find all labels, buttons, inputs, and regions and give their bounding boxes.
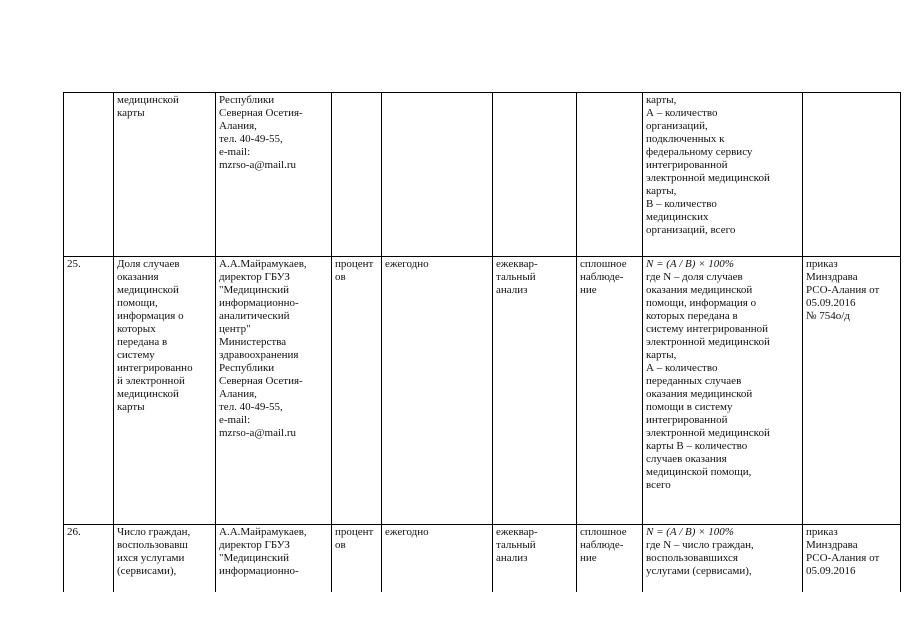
cell-line: Северная Осетия- (219, 375, 303, 387)
cell-line: интегрированно (117, 362, 193, 374)
cell-formula-description (643, 257, 803, 525)
cell-number (64, 257, 114, 525)
cell-order (803, 257, 901, 525)
cell-line: карты, (646, 185, 677, 197)
cell-period (382, 257, 493, 525)
cell-line: В – количество (646, 198, 717, 210)
cell-line: Число граждан, (117, 526, 191, 538)
formula: N = (A / B) × 100% (646, 526, 734, 538)
cell-line: которых (117, 323, 156, 335)
cell-period (382, 93, 493, 257)
cell-line: тел. 40-49-55, (219, 401, 283, 413)
cell-line: А – количество (646, 362, 718, 374)
cell-line: интегрированной (646, 414, 728, 426)
cell-line: медицинской (117, 94, 179, 106)
cell-line: воспользовавшихся (646, 552, 738, 564)
table-body (64, 93, 901, 617)
cell-line: директор ГБУЗ (219, 271, 290, 283)
cell-line: медицинской (117, 284, 179, 296)
cell-line: Алания, (219, 120, 257, 132)
cell-line: случаев оказания (646, 453, 727, 465)
cell-line: ов (335, 271, 346, 283)
cell-responsible (216, 93, 332, 257)
cell-line: услугами (сервисами), (646, 565, 752, 577)
cell-line: Республики (219, 362, 275, 374)
table-row (64, 257, 901, 525)
cell-line: ов (335, 539, 346, 551)
cell-line: тальный (496, 271, 536, 283)
cell-line: ежеквар- (496, 258, 538, 270)
cell-line: 05.09.2016 (806, 297, 856, 309)
cell-line: центр" (219, 323, 251, 335)
cell-order (803, 93, 901, 257)
cell-line: ежеквар- (496, 526, 538, 538)
cell-line: e-mail: (219, 146, 251, 158)
cell-line: ежегодно (385, 526, 429, 538)
table-row (64, 93, 901, 257)
cell-line: карты, (646, 349, 677, 361)
cell-line: сплошное (580, 526, 627, 538)
cell-line: медицинской помощи, (646, 466, 752, 478)
indicators-table (63, 92, 901, 617)
cell-line: электронной медицинской (646, 336, 770, 348)
cell-line: электронной медицинской (646, 172, 770, 184)
cell-line: организаций, (646, 120, 708, 132)
cell-line: помощи, (117, 297, 158, 309)
cell-line: Доля случаев (117, 258, 180, 270)
cell-line: Алания, (219, 388, 257, 400)
cell-unit (332, 93, 382, 257)
cell-line: тальный (496, 539, 536, 551)
cell-line: оказания медицинской (646, 388, 753, 400)
cell-line: директор ГБУЗ (219, 539, 290, 551)
cell-line: 26. (67, 526, 81, 538)
cell-line: карты (117, 401, 145, 413)
cell-line: карты В – количество (646, 440, 748, 452)
cell-indicator-name (114, 93, 216, 257)
cell-line: воспользовавш (117, 539, 188, 551)
cell-line: систему интегрированной (646, 323, 769, 335)
cell-number (64, 93, 114, 257)
cell-source (493, 93, 577, 257)
cell-line: медицинской (117, 388, 179, 400)
cell-line: тел. 40-49-55, (219, 133, 283, 145)
cell-method (577, 93, 643, 257)
cell-line: помощи, информация о (646, 297, 757, 309)
cell-line: организаций, всего (646, 224, 736, 236)
cell-line: анализ (496, 284, 528, 296)
cell-line: приказ (806, 526, 838, 538)
cell-line: переданных случаев (646, 375, 742, 387)
cell-line: оказания (117, 271, 159, 283)
cell-line: Министерства (219, 336, 287, 348)
cell-formula-description (643, 93, 803, 257)
cell-source (493, 257, 577, 525)
cell-line: здравоохранения (219, 349, 299, 361)
cell-line: РСО-Алания от (806, 552, 880, 564)
cell-line: e-mail: (219, 414, 251, 426)
cell-line: аналитический (219, 310, 290, 322)
cell-line: интегрированной (646, 159, 728, 171)
cell-line: РСО-Алания от (806, 284, 880, 296)
cell-line: й электронной (117, 375, 185, 387)
cell-responsible (216, 257, 332, 525)
cell-line: А – количество (646, 107, 718, 119)
cell-line: mzrso-a@mail.ru (219, 427, 297, 439)
cell-line: 05.09.2016 (806, 565, 856, 577)
cell-line: карты, (646, 94, 677, 106)
cell-line: приказ (806, 258, 838, 270)
cell-line: подключенных к (646, 133, 725, 145)
cell-line: электронной медицинской (646, 427, 770, 439)
cell-line: которых передана в (646, 310, 738, 322)
cell-line: наблюде- (580, 271, 624, 283)
cell-line: всего (646, 479, 671, 491)
cell-line: А.А.Майрамукаев, (219, 526, 307, 538)
cell-line: ние (580, 552, 597, 564)
cell-indicator-name (114, 257, 216, 525)
cell-method (577, 257, 643, 525)
cell-line: карты (117, 107, 145, 119)
cell-line: "Медицинский (219, 552, 290, 564)
cell-line: ихся услугами (117, 552, 185, 564)
cell-line: где N – доля случаев (646, 271, 743, 283)
cell-line: информационно- (219, 297, 299, 309)
cell-line: А.А.Майрамукаев, (219, 258, 307, 270)
cell-line: где N – число граждан, (646, 539, 754, 551)
cell-line: процент (335, 258, 374, 270)
cell-line: Минздрава (806, 539, 858, 551)
cell-line: "Медицинский (219, 284, 290, 296)
cell-line: передана в (117, 336, 168, 348)
cell-line: информация о (117, 310, 184, 322)
cell-line: Минздрава (806, 271, 858, 283)
cell-line: помощи в систему (646, 401, 733, 413)
cell-line: сплошное (580, 258, 627, 270)
cell-line: оказания медицинской (646, 284, 753, 296)
cell-line: Северная Осетия- (219, 107, 303, 119)
cell-unit (332, 257, 382, 525)
cell-line: 25. (67, 258, 81, 270)
cell-line: федеральному сервису (646, 146, 753, 158)
cell-line: ежегодно (385, 258, 429, 270)
cell-line: mzrso-a@mail.ru (219, 159, 297, 171)
cell-line: ние (580, 284, 597, 296)
page-bottom-margin (0, 592, 905, 640)
cell-line: медицинских (646, 211, 709, 223)
cell-line: систему (117, 349, 155, 361)
cell-line: информационно- (219, 565, 299, 577)
cell-line: наблюде- (580, 539, 624, 551)
cell-line: процент (335, 526, 374, 538)
cell-line: Республики (219, 94, 275, 106)
formula: N = (A / B) × 100% (646, 258, 734, 270)
cell-line: № 754о/д (806, 310, 850, 322)
cell-line: анализ (496, 552, 528, 564)
cell-line: (сервисами), (117, 565, 177, 577)
